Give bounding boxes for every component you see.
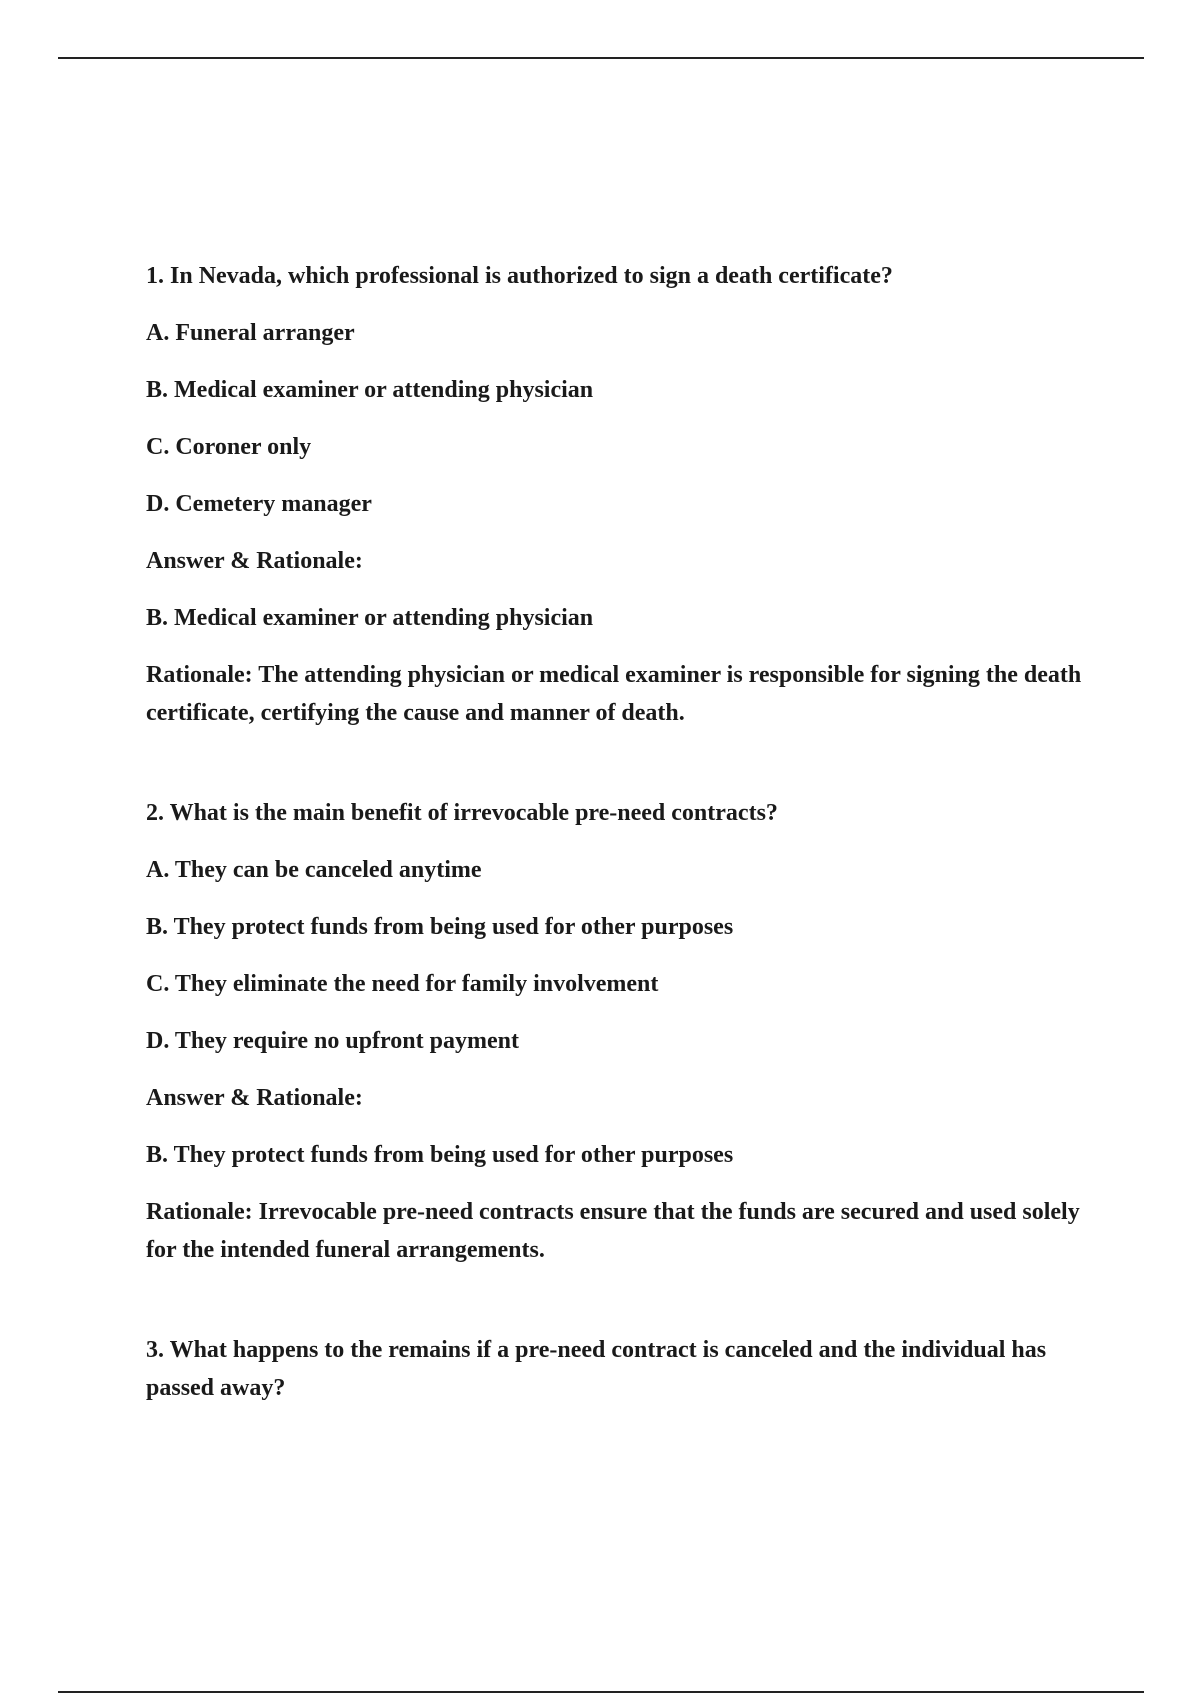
option-c: C. Coroner only	[146, 434, 312, 460]
option-a: A. Funeral arranger	[146, 320, 355, 346]
option-d: D. Cemetery manager	[146, 491, 372, 517]
option-c: C. They eliminate the need for family involvement	[146, 971, 659, 997]
answer-text: B. They protect funds from being used for other purposes	[146, 1142, 734, 1168]
option-d: D. They require no upfront payment	[146, 1028, 519, 1054]
option-b: B. They protect funds from being used for other purposes	[146, 914, 734, 940]
document-body	[146, 257, 1086, 1426]
question-block-1	[146, 257, 1086, 732]
rationale-text: Rationale: The attending physician or medical examiner is responsible for signing the death certificate, certifying the cause and manner of death.	[146, 662, 1082, 726]
question-text: 3. What happens to the remains if a pre-need contract is canceled and the individual has passed away?	[146, 1337, 1047, 1401]
answer-text: B. Medical examiner or attending physician	[146, 605, 594, 631]
question-text: 1. In Nevada, which professional is authorized to sign a death certificate?	[146, 263, 893, 289]
answer-heading: Answer & Rationale:	[146, 1085, 363, 1111]
top-rule	[58, 57, 1144, 59]
question-block-2	[146, 794, 1086, 1269]
answer-heading: Answer & Rationale:	[146, 548, 363, 574]
option-b: B. Medical examiner or attending physician	[146, 377, 594, 403]
rationale-text: Rationale: Irrevocable pre-need contracts ensure that the funds are secured and used solely for the intended funeral arrangements.	[146, 1199, 1080, 1263]
bottom-rule	[58, 1691, 1144, 1693]
option-a: A. They can be canceled anytime	[146, 857, 482, 883]
question-block-3	[146, 1331, 1086, 1407]
question-text: 2. What is the main benefit of irrevocable pre-need contracts?	[146, 800, 778, 826]
